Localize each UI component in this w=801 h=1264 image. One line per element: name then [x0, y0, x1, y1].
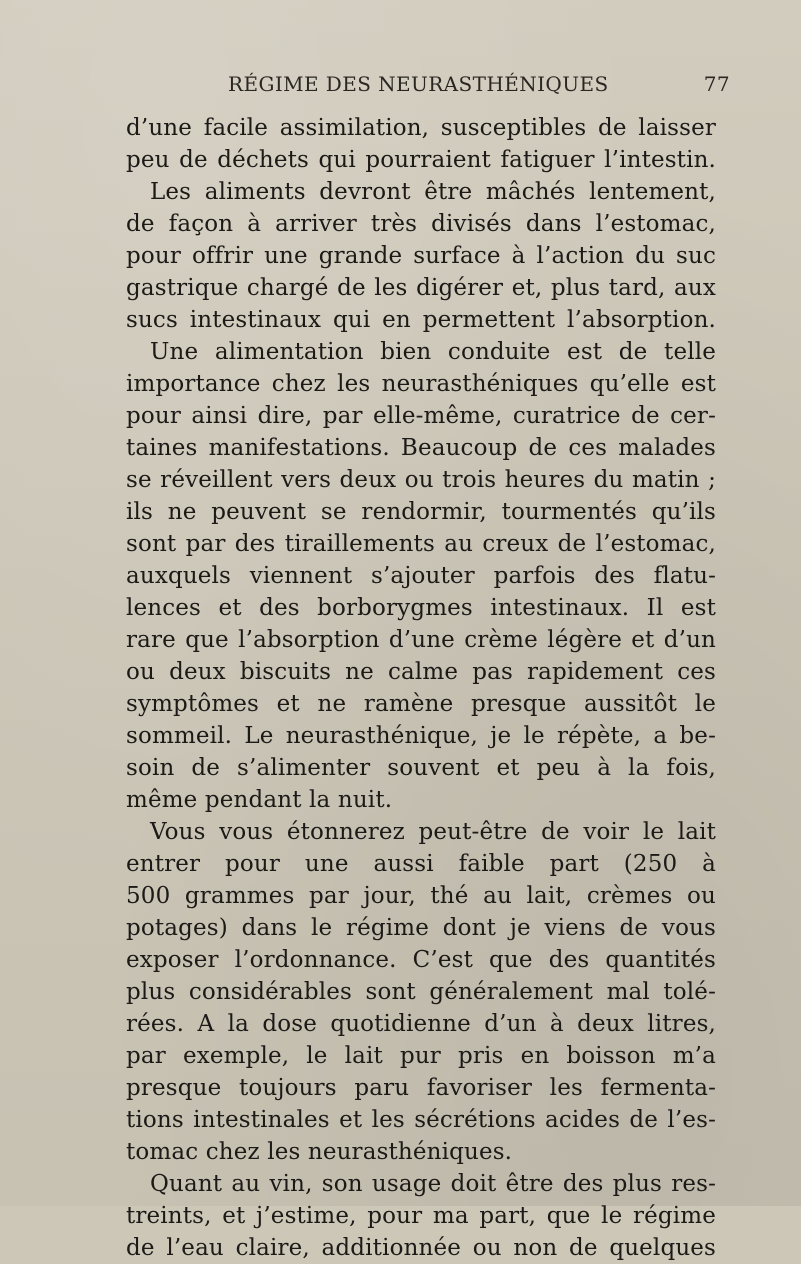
- text-line: ils ne peuvent se rendormir, tourmentés qu’ils: [126, 499, 716, 525]
- text-line: Quant au vin, son usage doit être des plus res-: [150, 1171, 716, 1197]
- text-line: Vous vous étonnerez peut-être de voir le lait: [150, 819, 716, 845]
- text-line: presque toujours paru favoriser les fermenta-: [126, 1075, 716, 1101]
- text-line: taines manifestations. Beaucoup de ces malades: [126, 435, 716, 461]
- text-line: pour offrir une grande surface à l’action du suc: [126, 243, 716, 269]
- text-line: de façon à arriver très divisés dans l’estomac,: [126, 211, 716, 237]
- text-line: importance chez les neurasthéniques qu’elle est: [126, 371, 716, 397]
- text-line: pour ainsi dire, par elle-même, curatrice de cer-: [126, 403, 716, 429]
- text-line: gastrique chargé de les digérer et, plus tard, aux: [126, 275, 716, 301]
- page-number: 77: [703, 72, 730, 96]
- text-line: sommeil. Le neurasthénique, je le répète, a be-: [126, 723, 716, 749]
- text-line: rare que l’absorption d’une crème légère et d’un: [126, 627, 716, 653]
- text-line: de l’eau claire, additionnée ou non de quelques: [126, 1235, 716, 1261]
- text-line: rées. A la dose quotidienne d’un à deux litres,: [126, 1011, 716, 1037]
- text-line: sont par des tiraillements au creux de l’estomac,: [126, 531, 716, 557]
- text-line: Une alimentation bien conduite est de telle: [150, 339, 716, 365]
- text-line: se réveillent vers deux ou trois heures du matin ;: [126, 467, 716, 493]
- running-title: RÉGIME DES NEURASTHÉNIQUES: [228, 72, 609, 96]
- text-line: lences et des borborygmes intestinaux. Il est: [126, 595, 716, 621]
- text-line: par exemple, le lait pur pris en boisson m’a: [126, 1043, 716, 1069]
- text-line: soin de s’alimenter souvent et peu à la fois,: [126, 755, 716, 781]
- text-line: exposer l’ordonnance. C’est que des quantités: [126, 947, 716, 973]
- text-line: plus considérables sont généralement mal tolé-: [126, 979, 716, 1005]
- text-line: potages) dans le régime dont je viens de vous: [126, 915, 716, 941]
- text-line: entrer pour une aussi faible part (250 à: [126, 851, 716, 877]
- text-line: Les aliments devront être mâchés lentement,: [150, 179, 716, 205]
- text-line: ou deux biscuits ne calme pas rapidement ces: [126, 659, 716, 685]
- text-line: peu de déchets qui pourraient fatiguer l’intestin.: [126, 147, 716, 173]
- text-line: tions intestinales et les sécrétions acides de l’es-: [126, 1107, 716, 1133]
- text-line: tomac chez les neurasthéniques.: [126, 1139, 513, 1165]
- text-line: d’une facile assimilation, susceptibles de laisser: [126, 115, 716, 141]
- text-line: treints, et j’estime, pour ma part, que le régime: [126, 1203, 716, 1229]
- text-line: auxquels viennent s’ajouter parfois des flatu-: [126, 563, 716, 589]
- text-line: même pendant la nuit.: [126, 787, 393, 813]
- text-line: symptômes et ne ramène presque aussitôt le: [126, 691, 716, 717]
- text-line: sucs intestinaux qui en permettent l’absorption.: [126, 307, 716, 333]
- body-text: [126, 112, 716, 1264]
- text-line: 500 grammes par jour, thé au lait, crèmes ou: [126, 883, 716, 909]
- running-header: [130, 72, 730, 102]
